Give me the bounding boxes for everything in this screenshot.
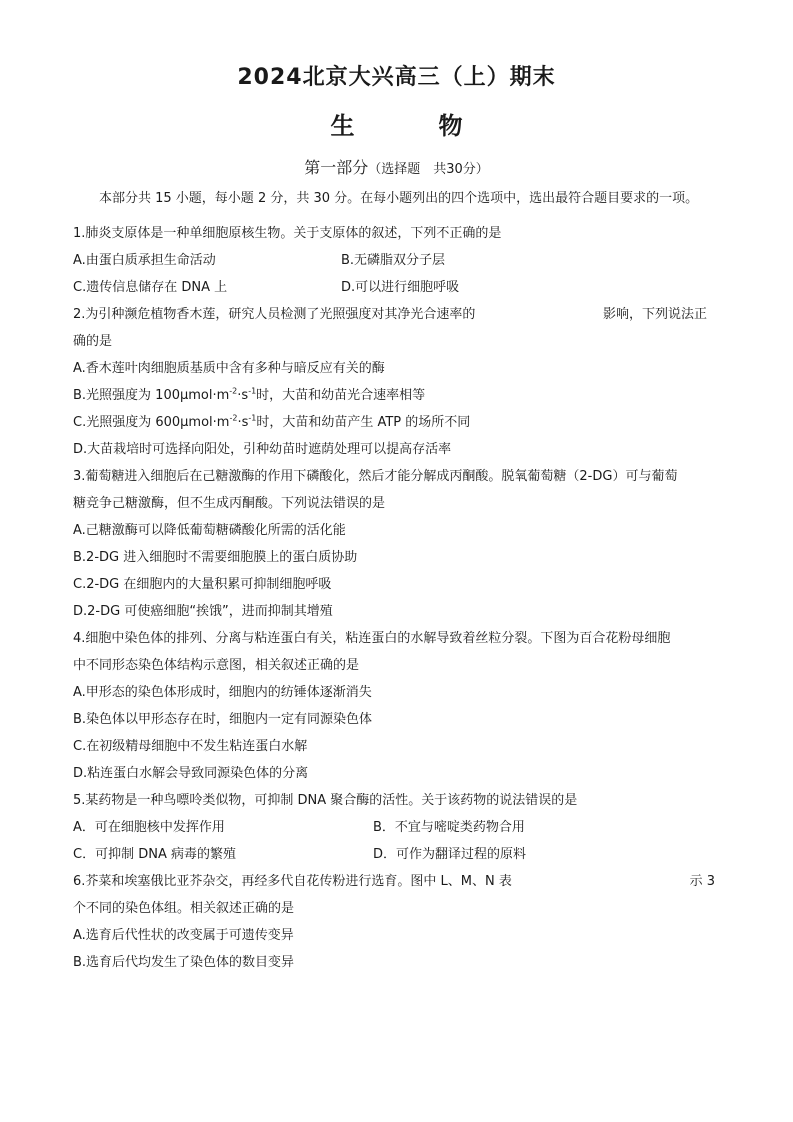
q2-option-b bbox=[73, 382, 723, 409]
q2-option-d: D.大苗栽培时可选择向阳处，引种幼苗时遮荫处理可以提高存活率 bbox=[73, 442, 452, 457]
subject-char-2: 物 bbox=[438, 112, 463, 140]
q3-option-c: C.2-DG 在细胞内的大量积累可抑制细胞呼吸 bbox=[73, 577, 332, 592]
superscript: -1 bbox=[248, 386, 257, 396]
page-title: 2024北京大兴高三（上）期末 bbox=[237, 65, 556, 90]
q6-option-a: A.选育后代性状的改变属于可遗传变异 bbox=[73, 928, 294, 943]
section-title: 第一部分 bbox=[304, 158, 369, 177]
subject-char-1: 生 bbox=[330, 112, 355, 140]
q5-option-b: B．不宜与嘧啶类药物合用 bbox=[373, 820, 525, 835]
q1-option-b: B.无磷脂双分子层 bbox=[341, 253, 446, 268]
q5-option-d: D．可作为翻译过程的原料 bbox=[373, 847, 527, 862]
q1-option-c: C.遗传信息储存在 DNA 上 bbox=[73, 280, 228, 295]
q2-option-c-unit: ·s bbox=[237, 415, 249, 430]
q2-stem-part2: 影响，下列说法正 bbox=[603, 307, 708, 322]
q1-option-a: A.由蛋白质承担生命活动 bbox=[73, 253, 216, 268]
q5-option-a: A．可在细胞核中发挥作用 bbox=[73, 820, 225, 835]
q2-stem-line2: 确的是 bbox=[73, 334, 113, 349]
superscript: -2 bbox=[229, 413, 238, 423]
q3-option-a: A.己糖激酶可以降低葡萄糖磷酸化所需的活化能 bbox=[73, 523, 346, 538]
q1-stem: 1.肺炎支原体是一种单细胞原核生物。关于支原体的叙述，下列不正确的是 bbox=[73, 226, 502, 241]
q6-stem-line1 bbox=[73, 868, 723, 895]
q5-options-row1 bbox=[73, 814, 723, 841]
q5-option-c: C．可抑制 DNA 病毒的繁殖 bbox=[73, 847, 236, 862]
q5-stem: 5.某药物是一种鸟嘌呤类似物，可抑制 DNA 聚合酶的活性。关于该药物的说法错误的是 bbox=[73, 793, 578, 808]
q2-option-b-text: B.光照强度为 100μmol·m bbox=[73, 388, 230, 403]
q2-stem-line1 bbox=[73, 301, 723, 328]
q3-stem-line1: 3.葡萄糖进入细胞后在己糖激酶的作用下磷酸化，然后才能分解成丙酮酸。脱氧葡萄糖（2-DG）可与葡萄 bbox=[73, 469, 678, 484]
q2-option-a: A.香木莲叶肉细胞质基质中含有多种与暗反应有关的酶 bbox=[73, 361, 385, 376]
q2-option-c-tail: 时，大苗和幼苗产生 ATP 的场所不同 bbox=[256, 415, 471, 430]
superscript: -2 bbox=[229, 386, 238, 396]
q6-stem-line2: 个不同的染色体组。相关叙述正确的是 bbox=[73, 901, 295, 916]
section-note: （选择题 共30分） bbox=[368, 162, 489, 177]
q2-option-c-text: C.光照强度为 600μmol·m bbox=[73, 415, 230, 430]
section-heading bbox=[0, 155, 793, 178]
q6-stem-part2: 示 3 bbox=[689, 874, 715, 889]
q3-stem-line2: 糖竞争己糖激酶，但不生成丙酮酸。下列说法错误的是 bbox=[73, 496, 386, 511]
q4-option-a: A.甲形态的染色体形成时，细胞内的纺锤体逐渐消失 bbox=[73, 685, 372, 700]
superscript: -1 bbox=[248, 413, 257, 423]
q1-options-row2 bbox=[73, 274, 723, 301]
q4-option-c: C.在初级精母细胞中不发生粘连蛋白水解 bbox=[73, 739, 308, 754]
q1-option-d: D.可以进行细胞呼吸 bbox=[341, 280, 460, 295]
q6-stem-part1: 6.芥菜和埃塞俄比亚芥杂交，再经多代自花传粉进行选育。图中 L、M、N 表 bbox=[73, 874, 512, 889]
q4-option-b: B.染色体以甲形态存在时，细胞内一定有同源染色体 bbox=[73, 712, 373, 727]
section-intro: 本部分共 15 小题，每小题 2 分，共 30 分。在每小题列出的四个选项中，选出最符合题目要求的一项。 bbox=[99, 191, 699, 206]
q4-stem-line1: 4.细胞中染色体的排列、分离与粘连蛋白有关，粘连蛋白的水解导致着丝粒分裂。下图为百合花粉母细胞 bbox=[73, 631, 671, 646]
q1-options-row1 bbox=[73, 247, 723, 274]
question-body bbox=[73, 185, 723, 976]
q4-option-d: D.粘连蛋白水解会导致同源染色体的分离 bbox=[73, 766, 309, 781]
q3-option-d: D.2-DG 可使癌细胞“挨饿”，进而抑制其增殖 bbox=[73, 604, 333, 619]
q5-options-row2 bbox=[73, 841, 723, 868]
q3-option-b: B.2-DG 进入细胞时不需要细胞膜上的蛋白质协助 bbox=[73, 550, 358, 565]
q2-option-c bbox=[73, 409, 723, 436]
q6-option-b: B.选育后代均发生了染色体的数目变异 bbox=[73, 955, 295, 970]
q2-option-b-unit: ·s bbox=[237, 388, 249, 403]
q2-option-b-tail: 时，大苗和幼苗光合速率相等 bbox=[256, 388, 426, 403]
q2-stem-part1: 2.为引种濒危植物香木莲，研究人员检测了光照强度对其净光合速率的 bbox=[73, 307, 476, 322]
q4-stem-line2: 中不同形态染色体结构示意图，相关叙述正确的是 bbox=[73, 658, 360, 673]
subject-heading bbox=[0, 106, 793, 141]
